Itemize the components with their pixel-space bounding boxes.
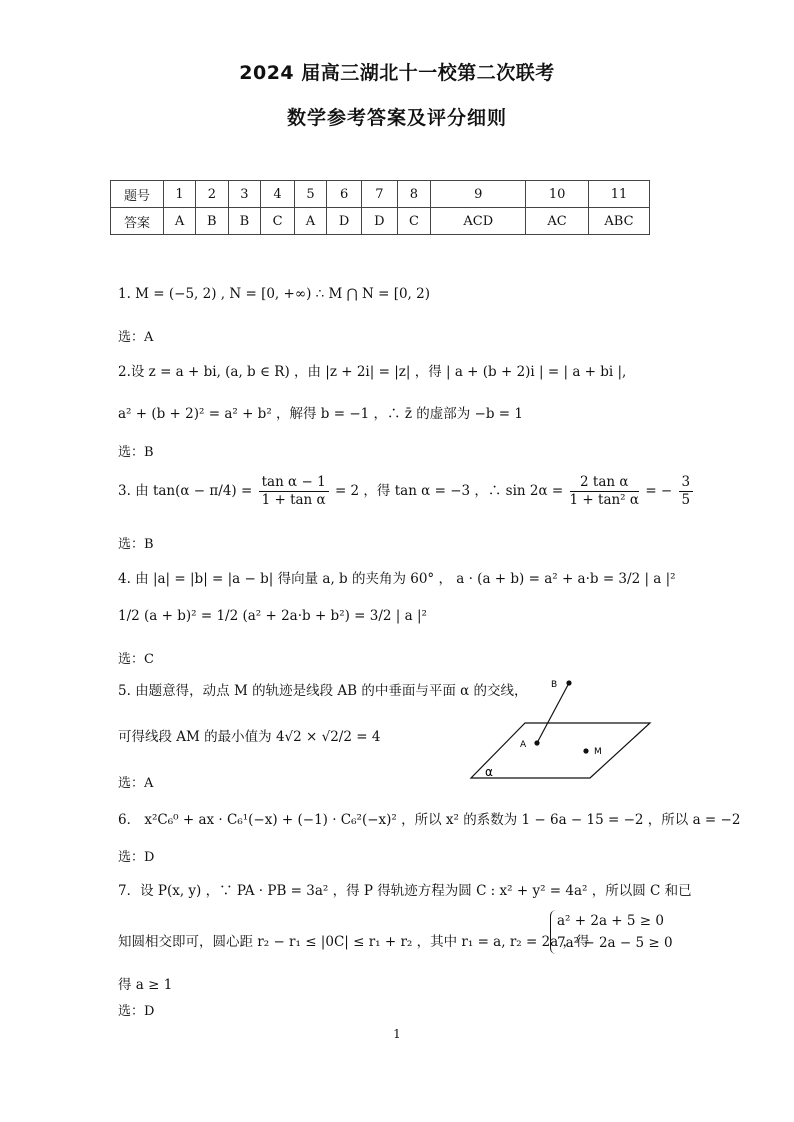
- solution-3-tail: = −: [645, 483, 673, 499]
- fraction-denominator: 1 + tan α: [261, 492, 326, 508]
- table-cell: 3: [228, 181, 261, 208]
- label-a: A: [520, 740, 527, 750]
- solution-4-line-2: 1/2 (a + b)² = 1/2 (a² + 2a·b + b²) = 3/2 | a |²: [118, 608, 427, 624]
- solution-2-choice: 选：B: [118, 445, 154, 460]
- table-cell: ABC: [589, 208, 650, 235]
- solution-1-line: 1. M = (−5, 2) , N = [0, +∞) ∴ M ⋂ N = [0, 2): [118, 286, 430, 302]
- row-label-answer: 答案: [111, 208, 164, 235]
- table-cell: ACD: [431, 208, 526, 235]
- fraction-denominator: 5: [681, 492, 691, 508]
- answer-table: [110, 180, 650, 235]
- table-cell: B: [196, 208, 229, 235]
- fraction: [679, 474, 694, 509]
- table-cell: A: [164, 208, 196, 235]
- inequality-1: a² + 2a + 5 ≥ 0: [557, 913, 664, 929]
- solution-3-middle: = 2 ，得 tan α = −3 ，∴ sin 2α =: [334, 483, 564, 499]
- answer-table-number-row: [111, 181, 650, 208]
- document-title: 2024 届高三湖北十一校第二次联考: [239, 62, 555, 84]
- solution-4-line-1: 4. 由 |a| = |b| = |a − b| 得向量 a, b 的夹角为 60° ， a · (a + b) = a² + a·b = 3/2 | a |²: [118, 571, 676, 587]
- table-cell: 10: [526, 181, 589, 208]
- plane-alpha-shape: [471, 723, 650, 778]
- table-cell: 6: [327, 181, 362, 208]
- inequality-system: [550, 910, 673, 954]
- point-b: [566, 680, 571, 685]
- inequality-2: 7a² − 2a − 5 ≥ 0: [557, 935, 673, 951]
- table-cell: C: [397, 208, 431, 235]
- solution-2-line-2: a² + (b + 2)² = a² + b² ，解得 b = −1 ，∴ z̄ 的虚部为 −b = 1: [118, 406, 523, 422]
- label-m: M: [594, 747, 602, 757]
- solution-7-line-2: 知圆相交即可，圆心距 r₂ − r₁ ≤ |0C| ≤ r₁ + r₂ ，其中 r₁ = a, r₂ = 2a ，得: [118, 934, 590, 950]
- document-subtitle: 数学参考答案及评分细则: [286, 107, 507, 129]
- table-cell: 2: [196, 181, 229, 208]
- solution-6-choice: 选：D: [118, 850, 155, 865]
- plane-figure: [465, 675, 665, 785]
- table-cell: B: [228, 208, 261, 235]
- table-cell: D: [327, 208, 362, 235]
- table-cell: A: [294, 208, 326, 235]
- table-cell: D: [362, 208, 397, 235]
- point-a: [534, 740, 539, 745]
- solution-7-line-1: 7．设 P(x, y) ，∵ PA · PB = 3a² ，得 P 得轨迹方程为圆 C : x² + y² = 4a² ，所以圆 C 和已: [118, 883, 692, 899]
- solution-3-line: [118, 474, 695, 509]
- table-cell: 7: [362, 181, 397, 208]
- table-cell: AC: [526, 208, 589, 235]
- fraction: [570, 474, 639, 509]
- solution-5-line-2: 可得线段 AM 的最小值为 4√2 × √2/2 = 4: [118, 729, 381, 745]
- solution-6-line: 6． x²C₆⁰ + ax · C₆¹(−x) + (−1) · C₆²(−x)² ，所以 x² 的系数为 1 − 6a − 15 = −2 ，所以 a = −2: [118, 812, 741, 828]
- table-cell: 1: [164, 181, 196, 208]
- solution-7-choice: 选：D: [118, 1004, 155, 1019]
- solution-3-choice: 选：B: [118, 537, 154, 552]
- page-number: 1: [393, 1027, 401, 1041]
- fraction: [259, 474, 329, 509]
- table-cell: 4: [261, 181, 295, 208]
- fraction-numerator: 3: [679, 474, 694, 492]
- table-cell: 8: [397, 181, 431, 208]
- solution-7-line-3: 得 a ≥ 1: [118, 977, 173, 993]
- segment-ab: [537, 683, 569, 743]
- table-cell: 5: [294, 181, 326, 208]
- solution-1-choice: 选：A: [118, 330, 154, 345]
- solution-2-line-1: 2.设 z = a + bi, (a, b ∈ R) ，由 |z + 2i| = |z| ，得 | a + (b + 2)i | = | a + bi |,: [118, 364, 627, 380]
- table-cell: 9: [431, 181, 526, 208]
- fraction-numerator: tan α − 1: [259, 474, 329, 492]
- label-alpha: α: [485, 765, 493, 779]
- table-cell: C: [261, 208, 295, 235]
- row-label-number: 题号: [111, 181, 164, 208]
- answer-table-answer-row: [111, 208, 650, 235]
- point-m: [583, 748, 588, 753]
- solution-5-choice: 选：A: [118, 776, 154, 791]
- label-b: B: [551, 680, 558, 690]
- solution-7-system: [546, 910, 673, 954]
- fraction-denominator: 1 + tan² α: [569, 492, 640, 508]
- fraction-numerator: 2 tan α: [570, 474, 639, 492]
- solution-4-choice: 选：C: [118, 652, 154, 667]
- solution-5-line-1: 5. 由题意得，动点 M 的轨迹是线段 AB 的中垂面与平面 α 的交线，: [118, 683, 528, 699]
- solution-3-lead: 3. 由 tan(α − π/4) =: [118, 483, 253, 499]
- table-cell: 11: [589, 181, 650, 208]
